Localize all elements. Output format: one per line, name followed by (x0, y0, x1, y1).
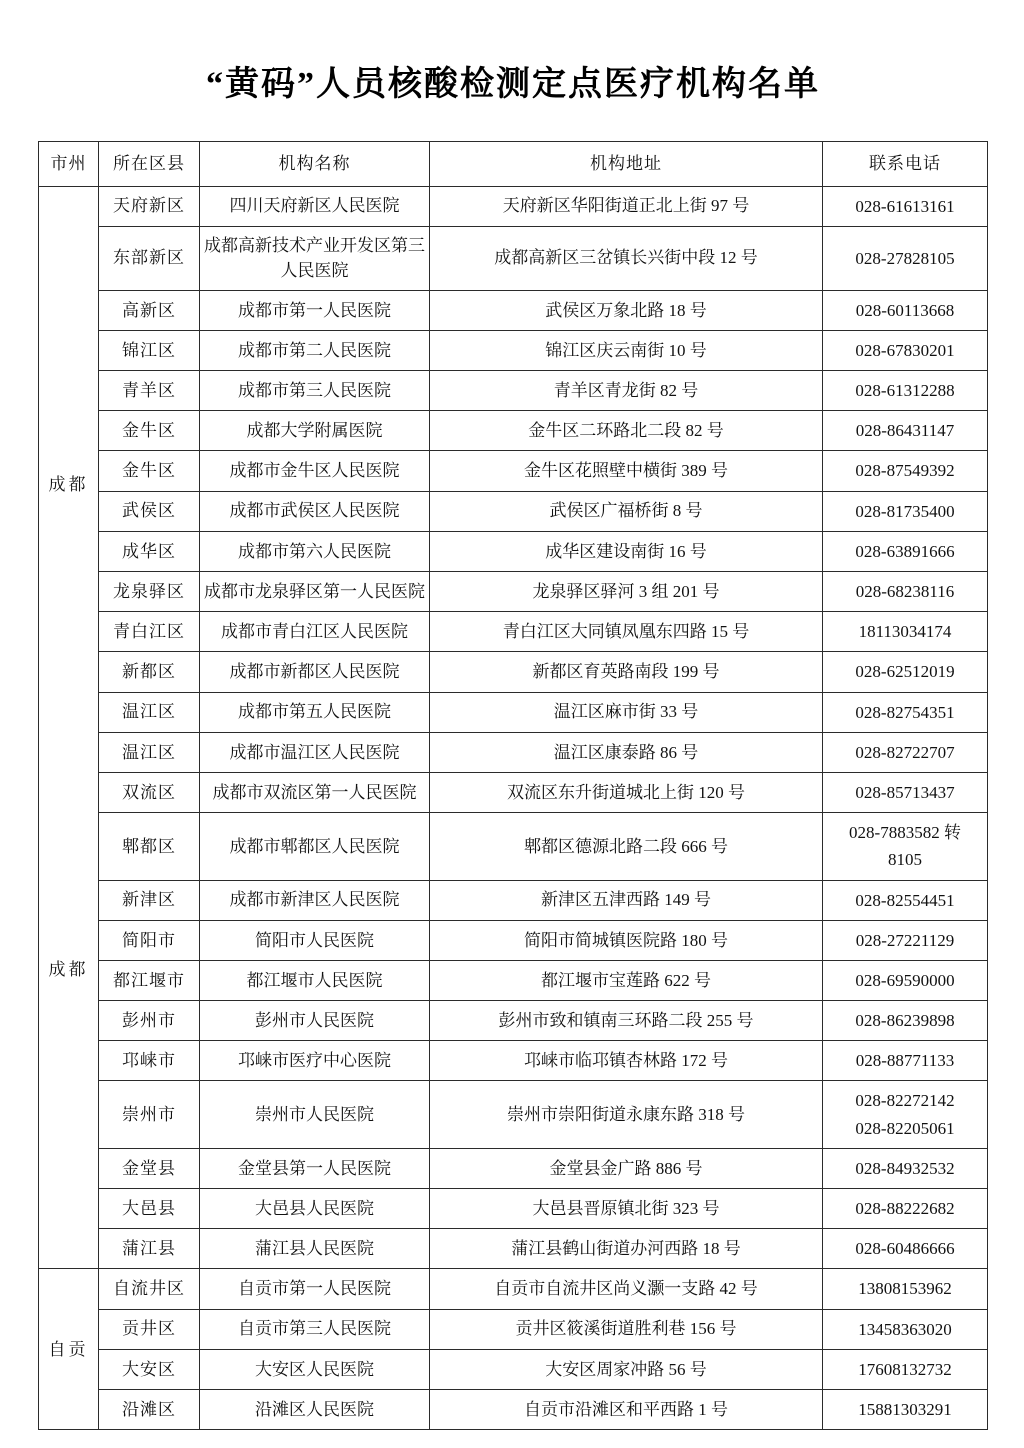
cell-institution: 成都市第三人民医院 (200, 371, 430, 411)
cell-address: 自贡市沿滩区和平西路 1 号 (430, 1389, 823, 1429)
phone-line: 028-60113668 (855, 300, 955, 320)
cell-address: 青羊区青龙街 82 号 (430, 371, 823, 411)
cell-phone (823, 1041, 988, 1081)
cell-institution: 成都市郫都区人民医院 (200, 813, 430, 880)
table-row (39, 1001, 988, 1041)
cell-institution: 成都市新津区人民医院 (200, 880, 430, 920)
phone-line: 028-86431147 (855, 421, 955, 441)
cell-district: 锦江区 (99, 330, 200, 370)
cell-phone (823, 1309, 988, 1349)
cell-institution: 彭州市人民医院 (200, 1001, 430, 1041)
table-row (39, 411, 988, 451)
institutions-table (38, 141, 988, 1430)
cell-district: 大邑县 (99, 1189, 200, 1229)
cell-address: 天府新区华阳街道正北上街 97 号 (430, 186, 823, 226)
cell-district: 高新区 (99, 290, 200, 330)
phone-line: 028-82554451 (855, 890, 955, 910)
cell-address: 自贡市自流井区尚义灏一支路 42 号 (430, 1269, 823, 1309)
phone-line: 028-82272142 (855, 1091, 955, 1111)
cell-phone (823, 411, 988, 451)
table-row (39, 612, 988, 652)
cell-institution: 大邑县人民医院 (200, 1189, 430, 1229)
table-row (39, 920, 988, 960)
table-row (39, 960, 988, 1000)
cell-city-group (39, 186, 99, 1269)
phone-line: 13808153962 (858, 1279, 952, 1299)
cell-institution: 崇州市人民医院 (200, 1081, 430, 1148)
cell-phone (823, 1148, 988, 1188)
table-row (39, 1309, 988, 1349)
cell-institution: 自贡市第一人民医院 (200, 1269, 430, 1309)
cell-district: 自流井区 (99, 1269, 200, 1309)
table-row (39, 572, 988, 612)
phone-line: 028-27221129 (855, 930, 955, 950)
cell-institution: 成都市双流区第一人民医院 (200, 772, 430, 812)
cell-address: 金牛区二环路北二段 82 号 (430, 411, 823, 451)
cell-district: 贡井区 (99, 1309, 200, 1349)
cell-district: 龙泉驿区 (99, 572, 200, 612)
phone-line: 028-69590000 (855, 970, 955, 990)
cell-institution: 成都市第二人民医院 (200, 330, 430, 370)
cell-phone (823, 572, 988, 612)
cell-district: 金牛区 (99, 451, 200, 491)
table-row (39, 692, 988, 732)
cell-phone (823, 1189, 988, 1229)
cell-district: 沿滩区 (99, 1389, 200, 1429)
table-body (39, 186, 988, 1430)
cell-phone (823, 880, 988, 920)
cell-address: 蒲江县鹤山街道办河西路 18 号 (430, 1229, 823, 1269)
cell-district: 邛崃市 (99, 1041, 200, 1081)
cell-institution: 成都市第一人民医院 (200, 290, 430, 330)
cell-phone (823, 1349, 988, 1389)
cell-institution: 成都市新都区人民医院 (200, 652, 430, 692)
phone-line: 028-7883582 转 (849, 823, 961, 843)
cell-district: 新津区 (99, 880, 200, 920)
cell-institution: 邛崃市医疗中心医院 (200, 1041, 430, 1081)
cell-address: 新津区五津西路 149 号 (430, 880, 823, 920)
cell-phone (823, 491, 988, 531)
cell-phone (823, 612, 988, 652)
phone-line: 17608132732 (858, 1359, 952, 1379)
cell-institution: 成都高新技术产业开发区第三人民医院 (200, 226, 430, 290)
cell-institution: 四川天府新区人民医院 (200, 186, 430, 226)
table-row (39, 1041, 988, 1081)
cell-phone (823, 652, 988, 692)
cell-phone (823, 1269, 988, 1309)
col-header-institution: 机构名称 (200, 142, 430, 187)
table-row (39, 186, 988, 226)
cell-address: 锦江区庆云南街 10 号 (430, 330, 823, 370)
cell-district: 青白江区 (99, 612, 200, 652)
cell-address: 温江区麻市街 33 号 (430, 692, 823, 732)
cell-institution: 成都市金牛区人民医院 (200, 451, 430, 491)
cell-district: 温江区 (99, 692, 200, 732)
phone-line: 028-63891666 (855, 541, 955, 561)
cell-institution: 成都市青白江区人民医院 (200, 612, 430, 652)
city-label: 成都 (48, 474, 89, 494)
cell-address: 贡井区筱溪街道胜利巷 156 号 (430, 1309, 823, 1349)
phone-line: 028-61613161 (855, 196, 955, 216)
table-row (39, 1148, 988, 1188)
cell-address: 成华区建设南街 16 号 (430, 531, 823, 571)
table-row (39, 226, 988, 290)
cell-district: 都江堰市 (99, 960, 200, 1000)
cell-institution: 大安区人民医院 (200, 1349, 430, 1389)
phone-line: 028-27828105 (855, 248, 955, 268)
cell-phone (823, 330, 988, 370)
phone-line: 13458363020 (858, 1319, 952, 1339)
phone-line: 028-82205061 (855, 1118, 955, 1138)
cell-address: 双流区东升街道城北上街 120 号 (430, 772, 823, 812)
table-row (39, 732, 988, 772)
col-header-address: 机构地址 (430, 142, 823, 187)
cell-institution: 成都市武侯区人民医院 (200, 491, 430, 531)
table-row (39, 1389, 988, 1429)
cell-district: 彭州市 (99, 1001, 200, 1041)
cell-institution: 成都市第五人民医院 (200, 692, 430, 732)
cell-district: 东部新区 (99, 226, 200, 290)
page-title: “黄码”人员核酸检测定点医疗机构名单 (206, 66, 820, 103)
phone-line: 028-81735400 (855, 501, 955, 521)
cell-institution: 成都市温江区人民医院 (200, 732, 430, 772)
cell-address: 金堂县金广路 886 号 (430, 1148, 823, 1188)
cell-phone (823, 186, 988, 226)
cell-district: 蒲江县 (99, 1229, 200, 1269)
table-row (39, 772, 988, 812)
cell-district: 温江区 (99, 732, 200, 772)
cell-institution: 成都市第六人民医院 (200, 531, 430, 571)
cell-address: 成都高新区三岔镇长兴街中段 12 号 (430, 226, 823, 290)
cell-phone (823, 1229, 988, 1269)
cell-address: 简阳市简城镇医院路 180 号 (430, 920, 823, 960)
cell-phone (823, 813, 988, 880)
cell-institution: 都江堰市人民医院 (200, 960, 430, 1000)
col-header-district: 所在区县 (99, 142, 200, 187)
cell-address: 武侯区万象北路 18 号 (430, 290, 823, 330)
table-row (39, 813, 988, 880)
city-label: 成都 (48, 960, 89, 980)
cell-phone (823, 226, 988, 290)
cell-district: 大安区 (99, 1349, 200, 1389)
cell-district: 天府新区 (99, 186, 200, 226)
phone-line: 028-82754351 (855, 702, 955, 722)
cell-phone (823, 920, 988, 960)
cell-phone (823, 290, 988, 330)
cell-address: 大安区周家冲路 56 号 (430, 1349, 823, 1389)
cell-address: 温江区康泰路 86 号 (430, 732, 823, 772)
phone-line: 18113034174 (858, 622, 952, 642)
cell-address: 彭州市致和镇南三环路二段 255 号 (430, 1001, 823, 1041)
cell-address: 金牛区花照壁中横街 389 号 (430, 451, 823, 491)
cell-address: 都江堰市宝莲路 622 号 (430, 960, 823, 1000)
phone-line: 028-60486666 (855, 1239, 955, 1259)
cell-district: 武侯区 (99, 491, 200, 531)
cell-phone (823, 371, 988, 411)
cell-address: 青白江区大同镇凤凰东四路 15 号 (430, 612, 823, 652)
cell-district: 金堂县 (99, 1148, 200, 1188)
cell-district: 双流区 (99, 772, 200, 812)
table-row (39, 1189, 988, 1229)
table-row (39, 531, 988, 571)
table-row (39, 290, 988, 330)
cell-address: 新都区育英路南段 199 号 (430, 652, 823, 692)
phone-line: 028-88222682 (855, 1199, 955, 1218)
cell-institution: 蒲江县人民医院 (200, 1229, 430, 1269)
cell-district: 新都区 (99, 652, 200, 692)
phone-line: 028-88771133 (855, 1051, 955, 1071)
table-row (39, 1229, 988, 1269)
cell-phone (823, 960, 988, 1000)
cell-institution: 成都市龙泉驿区第一人民医院 (200, 572, 430, 612)
cell-phone (823, 451, 988, 491)
cell-address: 武侯区广福桥街 8 号 (430, 491, 823, 531)
phone-line: 028-87549392 (855, 461, 955, 481)
table-row (39, 1349, 988, 1389)
table-row (39, 491, 988, 531)
cell-address: 邛崃市临邛镇杏林路 172 号 (430, 1041, 823, 1081)
cell-city-group (39, 1269, 99, 1430)
cell-district: 金牛区 (99, 411, 200, 451)
cell-institution: 成都大学附属医院 (200, 411, 430, 451)
table-row (39, 451, 988, 491)
cell-phone (823, 1081, 988, 1148)
col-header-phone: 联系电话 (823, 142, 988, 187)
table-row (39, 371, 988, 411)
phone-line: 028-61312288 (855, 381, 955, 401)
cell-institution: 简阳市人民医院 (200, 920, 430, 960)
phone-line: 028-62512019 (855, 662, 955, 682)
col-header-city: 市州 (39, 142, 99, 187)
cell-phone (823, 1001, 988, 1041)
phone-line: 028-84932532 (855, 1158, 955, 1178)
cell-phone (823, 531, 988, 571)
cell-district: 简阳市 (99, 920, 200, 960)
cell-phone (823, 692, 988, 732)
cell-district: 郫都区 (99, 813, 200, 880)
phone-line: 028-85713437 (855, 782, 955, 802)
table-row (39, 1081, 988, 1148)
phone-line: 8105 (888, 850, 922, 870)
cell-institution: 金堂县第一人民医院 (200, 1148, 430, 1188)
table-row (39, 1269, 988, 1309)
table-header-row (39, 142, 988, 187)
table-row (39, 330, 988, 370)
phone-line: 15881303291 (858, 1399, 952, 1419)
cell-district: 成华区 (99, 531, 200, 571)
cell-phone (823, 772, 988, 812)
cell-phone (823, 1389, 988, 1429)
cell-institution: 沿滩区人民医院 (200, 1389, 430, 1429)
phone-line: 028-67830201 (855, 340, 955, 360)
table-row (39, 652, 988, 692)
cell-address: 崇州市崇阳街道永康东路 318 号 (430, 1081, 823, 1148)
cell-phone (823, 732, 988, 772)
cell-district: 崇州市 (99, 1081, 200, 1148)
cell-district: 青羊区 (99, 371, 200, 411)
phone-line: 028-68238116 (855, 582, 955, 601)
cell-institution: 自贡市第三人民医院 (200, 1309, 430, 1349)
phone-line: 028-82722707 (855, 742, 955, 762)
table-row (39, 880, 988, 920)
cell-address: 郫都区德源北路二段 666 号 (430, 813, 823, 880)
cell-address: 大邑县晋原镇北街 323 号 (430, 1189, 823, 1229)
cell-address: 龙泉驿区驿河 3 组 201 号 (430, 572, 823, 612)
city-label: 自贡 (48, 1339, 89, 1359)
phone-line: 028-86239898 (855, 1011, 955, 1031)
